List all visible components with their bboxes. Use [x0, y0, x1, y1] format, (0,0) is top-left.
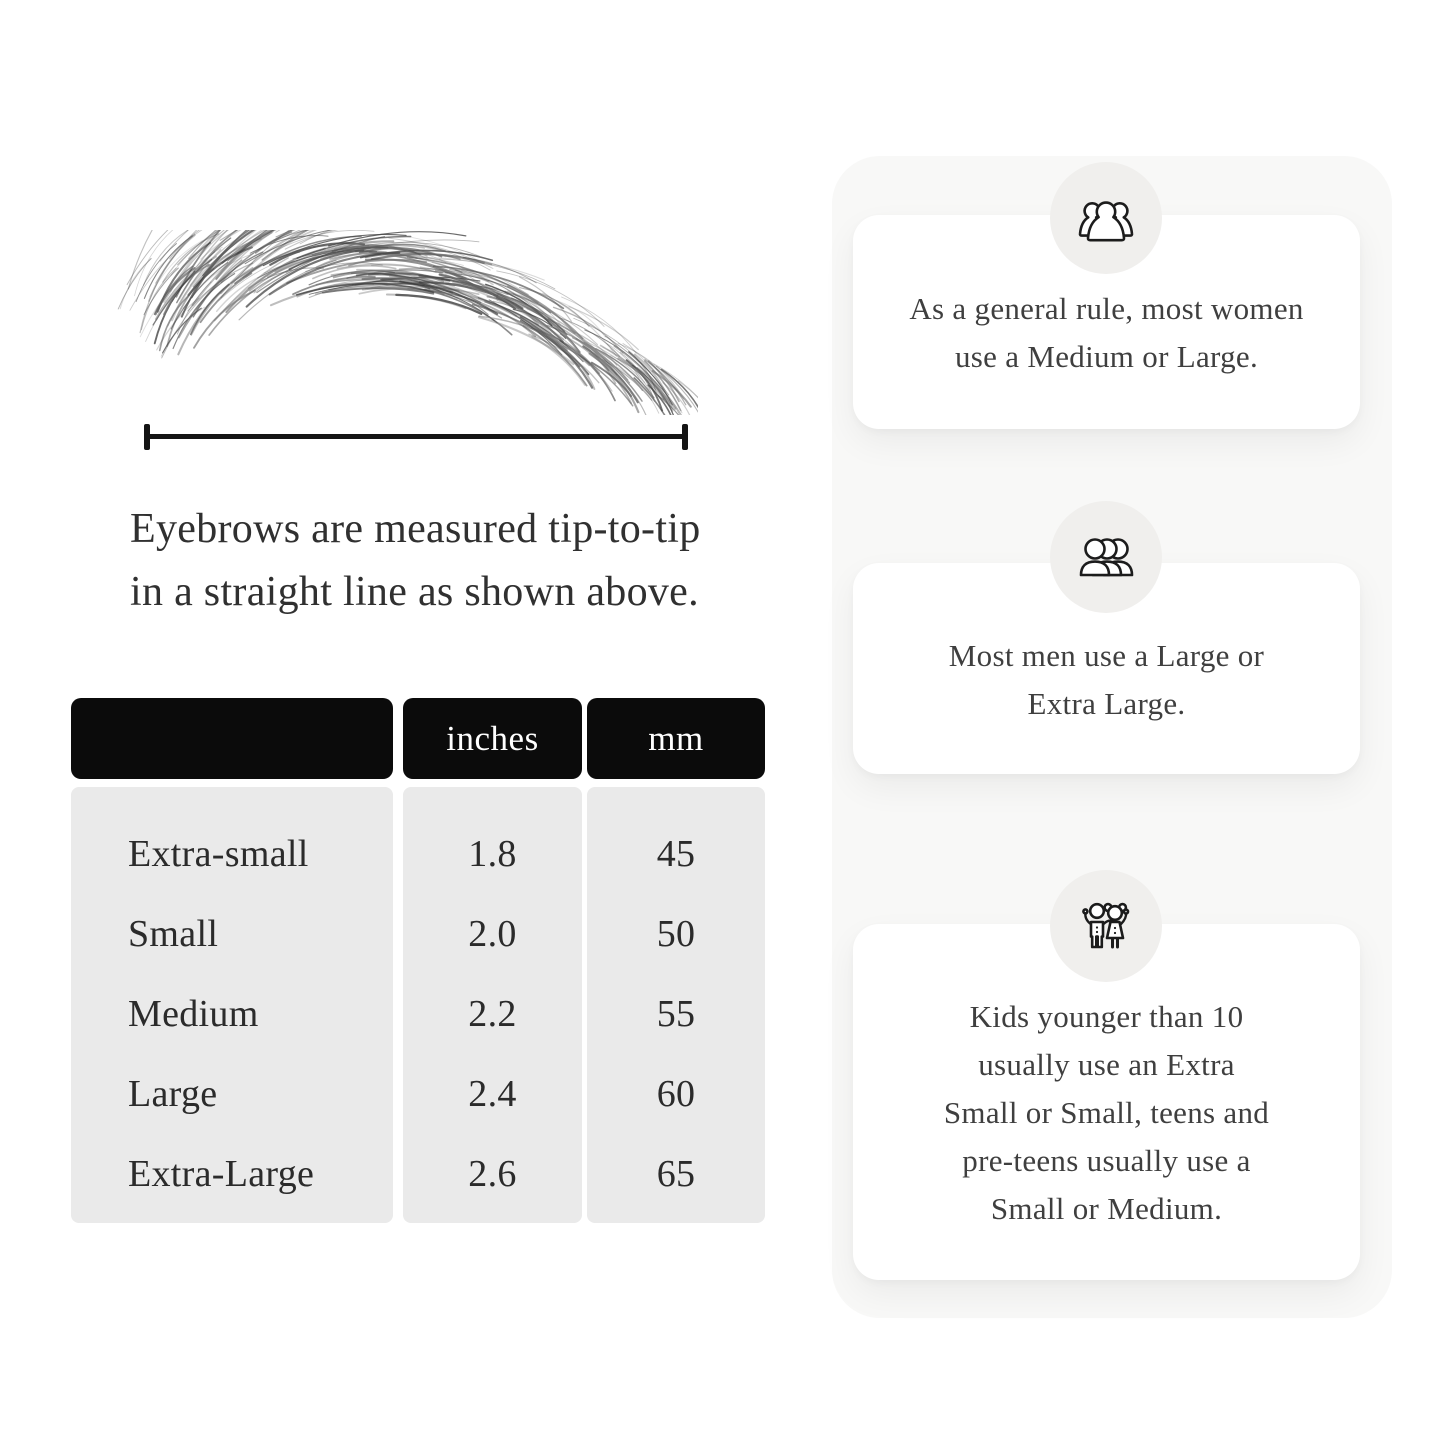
kids-icon	[1074, 894, 1138, 958]
card-text-line: Small or Small, teens and	[943, 1095, 1270, 1130]
size-table	[71, 698, 765, 1225]
card-text-line: Extra Large.	[1027, 685, 1186, 721]
mm-value-cell: 65	[656, 1153, 696, 1195]
inches-value-cell: 1.8	[468, 833, 517, 875]
men-icon-circle	[1050, 501, 1162, 613]
inches-value-cell: 2.4	[468, 1073, 517, 1115]
size-table-mm-column	[587, 787, 765, 1223]
inches-value-cell: 2.2	[468, 993, 517, 1035]
inches-value-cell: 2.0	[468, 913, 517, 955]
card-text-line: As a general rule, most women	[909, 291, 1304, 326]
mm-value-cell: 60	[656, 1073, 696, 1115]
size-table-inches-column	[403, 787, 582, 1223]
mm-value-cell: 50	[656, 913, 696, 955]
measurement-line-right-cap	[682, 424, 688, 450]
size-label-cell: Small	[128, 913, 219, 955]
size-label-cell: Extra-Large	[128, 1153, 315, 1195]
mm-value-cell: 45	[656, 833, 696, 875]
card-text-line: use a Medium or Large.	[954, 339, 1259, 374]
size-table-label-column	[71, 787, 393, 1223]
card-text-line: Most men use a Large or	[948, 637, 1265, 673]
mm-value-cell: 55	[656, 993, 696, 1035]
inches-value-cell: 2.6	[468, 1153, 517, 1195]
card-text-line: Small or Medium.	[990, 1191, 1223, 1226]
size-label-cell: Extra-small	[128, 833, 309, 875]
size-table-header-blank	[71, 698, 393, 779]
caption-line-1: Eyebrows are measured tip-to-tip	[130, 506, 701, 552]
size-label-cell: Medium	[128, 993, 259, 1035]
measurement-caption	[130, 498, 701, 624]
card-text-line: usually use an Extra	[978, 1047, 1235, 1082]
size-label-cell: Large	[128, 1073, 218, 1115]
women-group-icon	[1074, 186, 1138, 250]
card-text-line: Kids younger than 10	[969, 999, 1244, 1034]
caption-line-2: in a straight line as shown above.	[130, 569, 699, 615]
measurement-line-bar	[147, 434, 685, 439]
women-icon-circle	[1050, 162, 1162, 274]
men-group-icon	[1074, 525, 1138, 589]
size-table-header-mm: mm	[587, 698, 765, 779]
size-table-header-inches: inches	[403, 698, 582, 779]
eyebrow-illustration	[113, 230, 698, 415]
card-text-line: pre-teens usually use a	[962, 1143, 1251, 1178]
kids-icon-circle	[1050, 870, 1162, 982]
eyebrow-sketch	[113, 230, 698, 415]
